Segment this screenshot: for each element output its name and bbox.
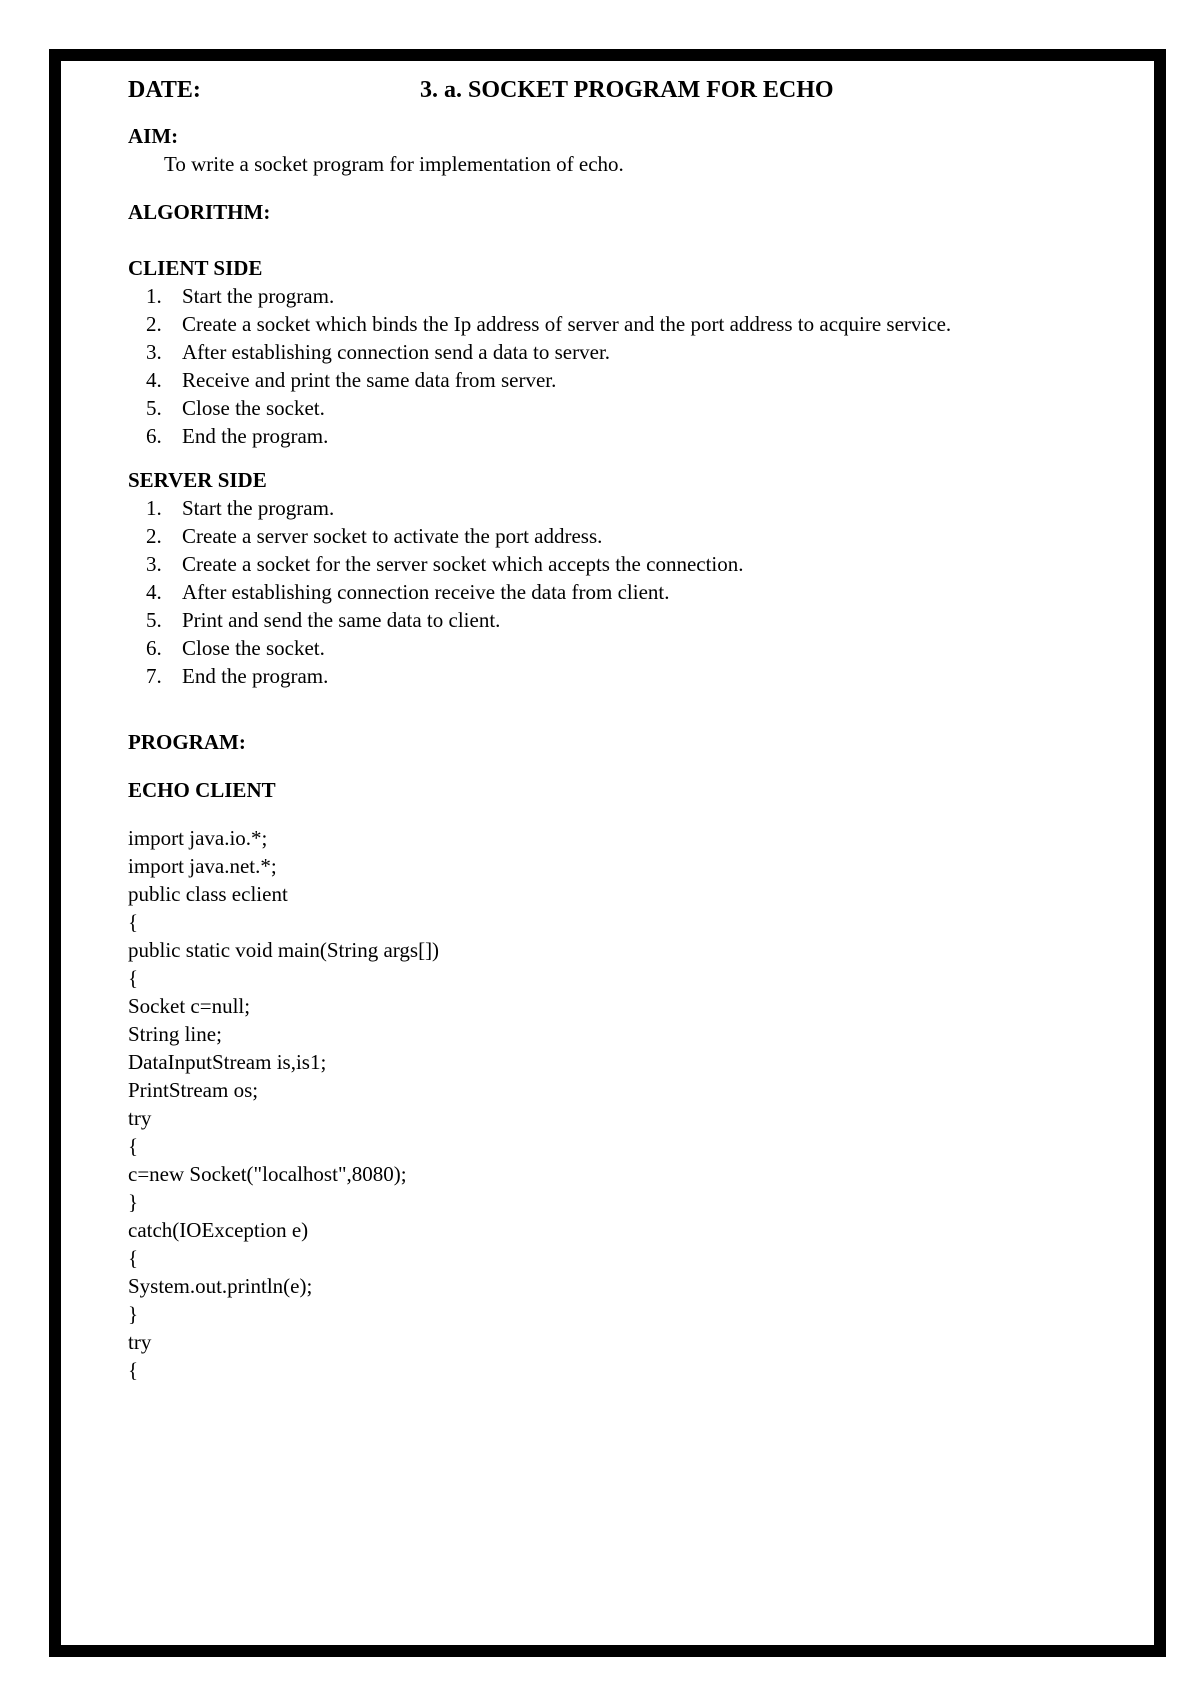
algorithm-heading: ALGORITHM:	[128, 200, 271, 224]
client-side-heading: CLIENT SIDE	[128, 256, 263, 280]
step-text: Receive and print the same data from server.	[182, 368, 557, 392]
code-listing	[128, 824, 1108, 1384]
step-text: Print and send the same data to client.	[182, 608, 501, 632]
client-side-steps	[128, 282, 1108, 450]
list-item	[128, 494, 1062, 522]
step-number: 5.	[146, 608, 162, 632]
document-body	[128, 72, 1108, 1384]
list-item	[128, 422, 1062, 450]
step-text: After establishing connection receive the data from client.	[182, 580, 670, 604]
code-line: try	[128, 1106, 152, 1130]
code-line: catch(IOException e)	[128, 1218, 309, 1242]
aim-text: To write a socket program for implementation of echo.	[164, 152, 624, 176]
step-number: 3.	[146, 340, 162, 364]
step-text: Close the socket.	[182, 396, 325, 420]
step-number: 4.	[146, 580, 162, 604]
code-line: {	[128, 966, 139, 990]
step-text: Start the program.	[182, 496, 335, 520]
step-text: End the program.	[182, 424, 329, 448]
step-number: 4.	[146, 368, 162, 392]
code-line: String line;	[128, 1022, 222, 1046]
aim-heading: AIM:	[128, 124, 179, 148]
step-number: 7.	[146, 664, 162, 688]
code-line: try	[128, 1330, 152, 1354]
step-number: 1.	[146, 496, 162, 520]
list-item	[128, 578, 1062, 606]
echo-client-heading: ECHO CLIENT	[128, 778, 276, 802]
code-line: import java.io.*;	[128, 826, 268, 850]
step-text: Close the socket.	[182, 636, 325, 660]
document-title: 3. a. SOCKET PROGRAM FOR ECHO	[420, 77, 834, 103]
code-line: System.out.println(e);	[128, 1274, 313, 1298]
list-item	[128, 634, 1062, 662]
code-line: {	[128, 1246, 139, 1270]
list-item	[128, 366, 1062, 394]
list-item	[128, 310, 1062, 338]
step-text: Create a socket for the server socket which accepts the connection.	[182, 552, 744, 576]
code-line: public class eclient	[128, 882, 288, 906]
step-text: End the program.	[182, 664, 329, 688]
step-number: 6.	[146, 424, 162, 448]
program-heading: PROGRAM:	[128, 730, 246, 754]
document-header	[128, 72, 1108, 108]
code-line: {	[128, 910, 139, 934]
code-line: {	[128, 1358, 139, 1382]
list-item	[128, 606, 1062, 634]
code-line: c=new Socket("localhost",8080);	[128, 1162, 407, 1186]
step-number: 3.	[146, 552, 162, 576]
server-side-heading: SERVER SIDE	[128, 468, 267, 492]
step-text: After establishing connection send a data to server.	[182, 340, 611, 364]
step-number: 5.	[146, 396, 162, 420]
step-number: 2.	[146, 312, 162, 336]
code-line: public static void main(String args[])	[128, 938, 440, 962]
list-item	[128, 662, 1062, 690]
code-line: PrintStream os;	[128, 1078, 259, 1102]
code-line: Socket c=null;	[128, 994, 251, 1018]
step-text: Create a server socket to activate the port address.	[182, 524, 603, 548]
code-line: import java.net.*;	[128, 854, 277, 878]
step-text: Create a socket which binds the Ip address of server and the port address to acquire service.	[182, 312, 952, 336]
code-line: DataInputStream is,is1;	[128, 1050, 327, 1074]
code-line: {	[128, 1134, 139, 1158]
list-item	[128, 338, 1062, 366]
date-label: DATE:	[128, 77, 201, 103]
server-side-steps	[128, 494, 1108, 690]
step-number: 1.	[146, 284, 162, 308]
step-text: Start the program.	[182, 284, 335, 308]
step-number: 2.	[146, 524, 162, 548]
step-number: 6.	[146, 636, 162, 660]
list-item	[128, 282, 1062, 310]
code-line: }	[128, 1302, 139, 1326]
list-item	[128, 550, 1062, 578]
list-item	[128, 522, 1062, 550]
code-line: }	[128, 1190, 139, 1214]
list-item	[128, 394, 1062, 422]
